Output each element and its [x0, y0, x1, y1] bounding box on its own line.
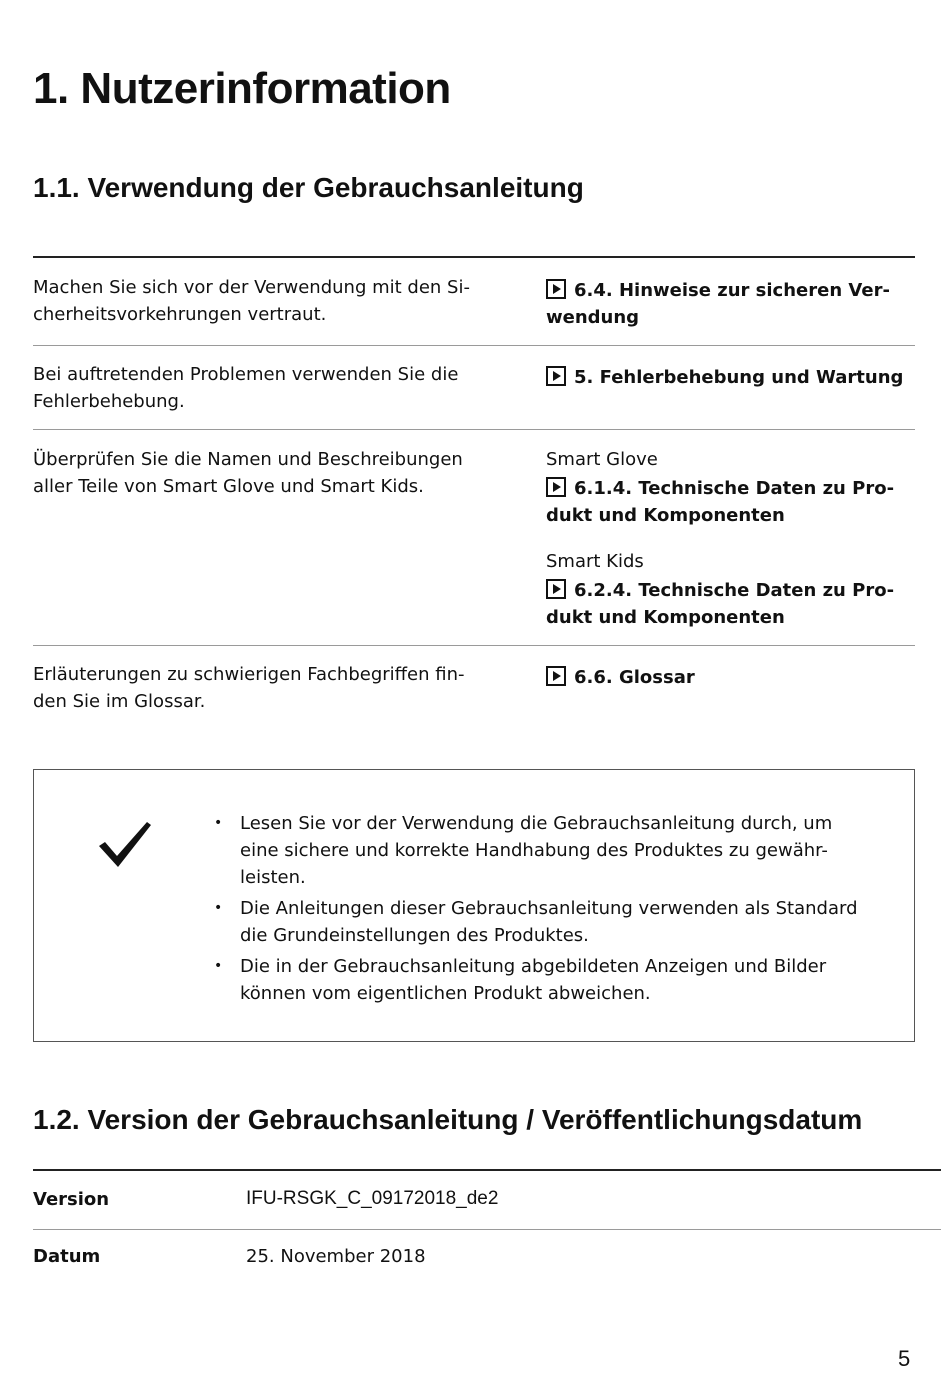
row-3-line-2: aller Teile von Smart Glove und Smart Kids.: [33, 476, 424, 497]
version-value: IFU-RSGK_C_09172018_de2: [246, 1188, 499, 1209]
page-number: 5: [898, 1346, 911, 1371]
ref-link-safety[interactable]: [546, 277, 906, 331]
note-box: [33, 769, 915, 1042]
row-4-line-1: Erläuterungen zu schwierigen Fachbegriffen fin-: [33, 664, 465, 685]
play-icon: [546, 279, 566, 299]
row-3-line-1: Überprüfen Sie die Namen und Beschreibungen: [33, 449, 463, 470]
ref-line-2: wendung: [546, 307, 640, 328]
row-divider: [33, 345, 915, 346]
section-rule: [33, 256, 915, 258]
row-3-text: [33, 446, 503, 500]
play-icon: [546, 366, 566, 386]
group-label-smart-kids: Smart Kids: [546, 551, 644, 572]
ref-line-1: 6.4. Hinweise zur sicheren Ver-: [574, 280, 890, 301]
section-heading-version: 1.2. Version der Gebrauchsanleitung / Veröffentlichungsdatum: [33, 1104, 863, 1135]
note-bullet: • Lesen Sie vor der Verwendung die Gebrauchsanleitung durch, um eine sichere und korrekte Handhabung des Produktes zu gewähr- leisten.: [214, 810, 884, 891]
section-heading-usage: 1.1. Verwendung der Gebrauchsanleitung: [33, 172, 584, 203]
row-1-line-2: cherheitsvorkehrungen vertraut.: [33, 304, 327, 325]
ref-line-1: 6.6. Glossar: [574, 667, 695, 688]
note-bullet: • Die Anleitungen dieser Gebrauchsanleitung verwenden als Standard die Grundeinstellungen des Produktes.: [214, 895, 884, 949]
date-label: Datum: [33, 1246, 101, 1267]
row-divider: [33, 645, 915, 646]
row-2-text: [33, 361, 503, 415]
ref-line-1: 5. Fehlerbehebung und Wartung: [574, 367, 904, 388]
group-label-smart-glove: Smart Glove: [546, 449, 658, 470]
ref-line-2: dukt und Komponenten: [546, 607, 785, 628]
row-2-line-1: Bei auftretenden Problemen verwenden Sie die: [33, 364, 459, 385]
play-icon: [546, 666, 566, 686]
page-title: 1. Nutzerinformation: [33, 64, 451, 113]
row-divider: [33, 1229, 941, 1230]
row-4-text: [33, 661, 503, 715]
ref-line-1: 6.2.4. Technische Daten zu Pro-: [574, 580, 895, 601]
ref-line-1: 6.1.4. Technische Daten zu Pro-: [574, 478, 895, 499]
row-4-line-2: den Sie im Glossar.: [33, 691, 206, 712]
row-1-line-1: Machen Sie sich vor der Verwendung mit den Si-: [33, 277, 470, 298]
ref-link-smart-kids-specs[interactable]: [546, 577, 906, 631]
version-label: Version: [33, 1189, 110, 1210]
play-icon: [546, 579, 566, 599]
date-value: 25. November 2018: [246, 1246, 426, 1267]
row-2-line-2: Fehlerbehebung.: [33, 391, 185, 412]
play-icon: [546, 477, 566, 497]
ref-link-troubleshooting[interactable]: [546, 364, 906, 391]
note-list: [214, 810, 884, 1011]
note-bullet: • Die in der Gebrauchsanleitung abgebildeten Anzeigen und Bilder können vom eigentlichen Produkt abweichen.: [214, 953, 884, 1007]
checkmark-icon: [97, 820, 153, 870]
row-1-text: [33, 274, 503, 328]
row-divider: [33, 429, 915, 430]
ref-link-smart-glove-specs[interactable]: [546, 475, 906, 529]
section-rule: [33, 1169, 941, 1171]
ref-line-2: dukt und Komponenten: [546, 505, 785, 526]
ref-link-glossary[interactable]: [546, 664, 906, 691]
